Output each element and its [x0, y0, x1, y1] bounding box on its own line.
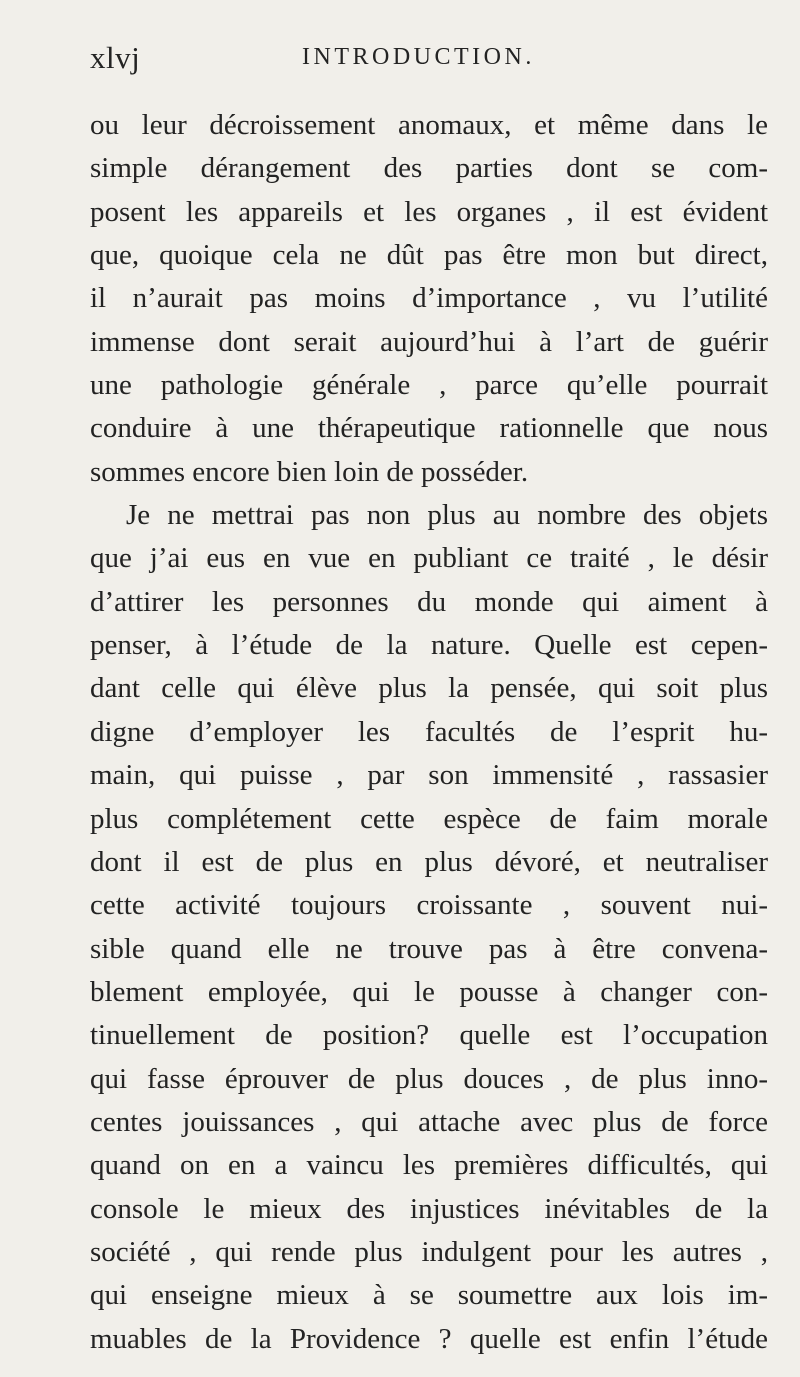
running-head: INTRODUCTION. [302, 44, 535, 70]
text-line: que j’ai eus en vue en publiant ce traité , le désir [90, 542, 768, 575]
text-line: société , qui rende plus indulgent pour les autres , [90, 1235, 768, 1268]
text-line: conduire à une thérapeutique rationnelle que nous [90, 412, 768, 445]
text-line: que, quoique cela ne dût pas être mon but direct, [90, 239, 768, 272]
paragraph-start-line: Je ne mettrai pas non plus au nombre des objets [126, 499, 768, 532]
text-line: sible quand elle ne trouve pas à être convena- [90, 932, 768, 965]
text-line: cette activité toujours croissante , souvent nui- [90, 889, 768, 922]
text-line: dont il est de plus en plus dévoré, et neutraliser [90, 845, 768, 878]
text-line: posent les appareils et les organes , il est évident [90, 195, 768, 228]
page-number: xlvj [90, 40, 141, 75]
text-line: dant celle qui élève plus la pensée, qui soit plus [90, 672, 768, 705]
text-line: centes jouissances , qui attache avec plus de force [90, 1105, 768, 1138]
text-line: il n’aurait pas moins d’importance , vu l’utilité [90, 282, 768, 315]
page-header [90, 40, 760, 88]
paragraph-end-line: sommes encore bien loin de posséder. [90, 455, 529, 488]
text-line: plus complétement cette espèce de faim morale [90, 802, 768, 835]
text-line: immense dont serait aujourd’hui à l’art de guérir [90, 325, 768, 358]
body-text [90, 104, 768, 1361]
text-line: console le mieux des injustices inévitables de la [90, 1192, 768, 1225]
text-line: quand on en a vaincu les premières difficultés, qui [90, 1149, 768, 1182]
text-line: tinuellement de position? quelle est l’occupation [90, 1019, 768, 1052]
text-line: une pathologie générale , parce qu’elle pourrait [90, 369, 768, 402]
text-line: simple dérangement des parties dont se com- [90, 152, 768, 185]
text-line: penser, à l’étude de la nature. Quelle est cepen- [90, 629, 768, 662]
text-line: main, qui puisse , par son immensité , rassasier [90, 759, 768, 792]
text-line: muables de la Providence ? quelle est enfin l’étude [90, 1322, 768, 1355]
text-line: d’attirer les personnes du monde qui aiment à [90, 585, 768, 618]
text-line: ou leur décroissement anomaux, et même dans le [90, 109, 768, 141]
text-line: blement employée, qui le pousse à changer con- [90, 975, 768, 1008]
text-line: qui fasse éprouver de plus douces , de plus inno- [90, 1062, 768, 1095]
text-line: digne d’employer les facultés de l’esprit hu- [90, 715, 768, 748]
text-line: qui enseigne mieux à se soumettre aux lois im- [90, 1279, 768, 1312]
